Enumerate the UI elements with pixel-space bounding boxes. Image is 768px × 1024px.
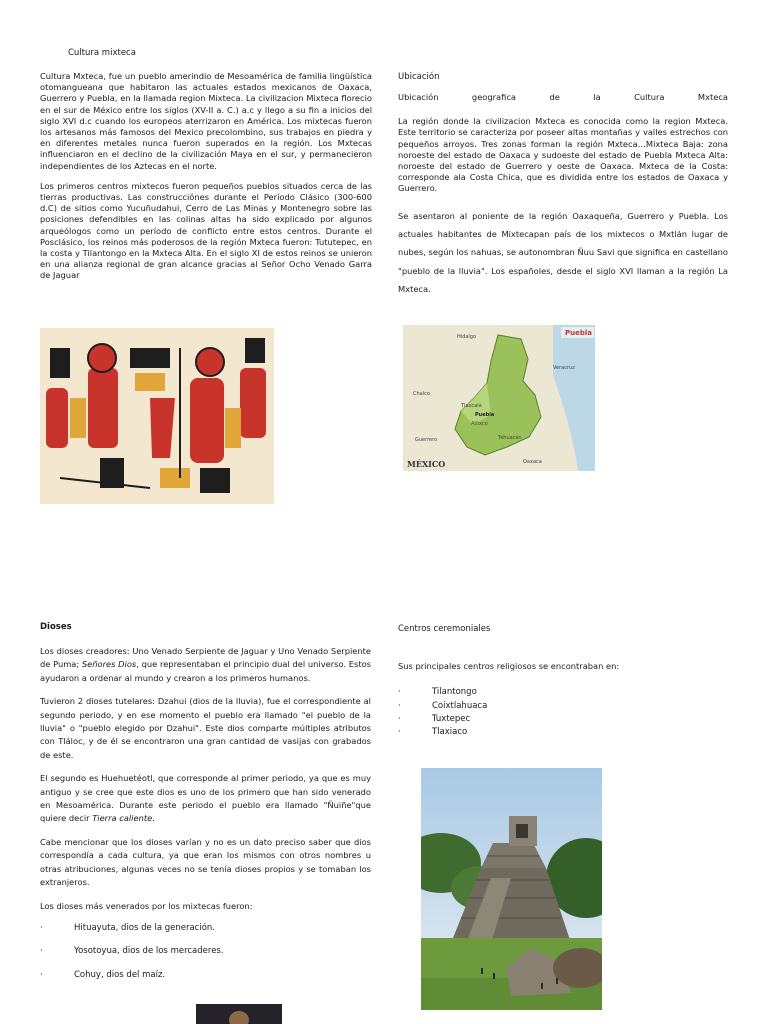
pyramid-photo [421,768,602,1010]
god-image [196,1004,282,1024]
map-place: Veracruz [553,365,575,371]
section-ubicacion [398,72,728,299]
codex-image [40,328,274,504]
map-state-label: Puebla [565,329,592,337]
map-country-label: MÉXICO [407,459,446,469]
emphasis-text: Señores Dios [79,659,137,670]
paragraph: Cabe mencionar que los dioses varían y no es un dato preciso saber que dios correspondía a cada cultura, ya que eran los mismos con otros nombres u otras atribuciones, algunas veces no se tenía dioses propios y se tomaban los extranjeros. [40,836,371,888]
bullet: · [398,700,401,711]
bullet: · [398,687,401,698]
paragraph: La región donde la civilizacion Mxteca es conocida como la region Mxteca. Este territorio se caracteriza por poseer altas montañas y valles estrechos con pequeños arroyos. Tres zonas forman la región Mxteca…Mixteca Baja: zona noroeste del estado de Oaxaca y sudoeste del estado de Puebla Mxteca Alta: noroeste del estado de Guerrero y oeste de Oaxaca. Mxteca de la Costa: corresponde ala Costa Chica, que es dividida entre los estados de Oaxaca y Guerrero. [398,116,728,194]
list-item [398,713,728,726]
paragraph-text: . [152,813,155,824]
section-title: Ubicación [398,72,440,82]
centers-list [398,686,728,739]
codex-figures [40,328,274,504]
paragraph: Sus principales centros religiosos se encontraban en: [398,661,620,671]
section-title: Centros ceremoniales [398,624,491,634]
paragraph-text: , que representaban el principio dual del universo. Estos ayudaron a ordenar al mundo y crearon a los primeros humanos. [40,659,371,683]
map-image [403,325,595,471]
section-dioses [40,622,371,982]
map-place: Tehuacán [498,435,522,441]
god-image-graphic [196,1004,282,1024]
paragraph [398,92,728,103]
bullet: · [40,922,43,933]
emphasis-text: Tierra caliente [89,813,153,824]
paragraph: Cultura Mxteca, fue un pueblo amerindio de Mesoamérica de familia lingüística otomangueana que habitaron las actuales estados mexicanos de Oaxaca, Guerrero y Puebla, en la llamada region Mixteca. La civilizacion Mixteca florecio en el sur de México entre los siglos (XV-II a. C.) a.c y llego a su fin a inicios del siglo XVI d.c cuando los europeos aterrizaron en América. Los mixtecas fueron los artesanos más famosos del Mexico precolombino, sus trabajos en piedra y en diferentes metales nunca fueron superados en la región. Los Mxtecas influenciaron en el declino de la civilización Maya en el sur, y permanecieron independientes de los Aztecas en el norte. [40,71,372,171]
map-place: Oaxaca [523,459,542,465]
list-item [398,700,728,713]
paragraph [40,772,371,826]
section-centros [398,624,728,739]
paragraph [40,645,371,685]
list-item [398,726,728,739]
list-item-text: Hituayuta, dios de la generación. [74,922,216,933]
map-place: Chalco [413,391,430,397]
list-item [40,945,371,958]
map-place: Puebla [475,412,495,418]
paragraph: Tuvieron 2 dioses tutelares: Dzahui (dios de la lluvia), fue el correspondiente al segundo periodo, y en ese momento el pueblo era llamado "el pueblo de la lluvia" o "pueblo elegido por Dzahui". Este dios comparte múltiples atributos con Tláloc, y de él se encontraron una gran cantidad de vasijas con grabados de este. [40,696,371,760]
pyramid-graphic [421,768,602,1010]
paragraph: Los dioses más venerados por los mixtecas fueron: [40,900,253,911]
list-item-text: Tuxtepec [432,713,471,724]
map-place: Guerrero [415,437,438,443]
section-title: Cultura mixteca [68,48,136,58]
map-place: Tlaxcala [461,403,482,409]
bullet: · [398,713,401,724]
section-title: Dioses [40,622,72,632]
list-item-text: Coixtlahuaca [432,700,488,711]
paragraph-text: Ubicación geografica de la Cultura Mxteca [398,92,728,102]
paragraph-text: El segundo es Huehuetéotl, que corresponde al primer periodo, ya que es muy antiguo y se cree que este dios es uno de los primero que han sido venerado en Mesoamérica. Durante este periodo el pueblo era llamado "Ñuiñe"que quiere decir [40,773,371,824]
list-item [40,922,371,935]
paragraph-text: Los dioses creadores: Uno Venado Serpiente de Jaguar y Uno Venado Serpiente de Puma; [40,646,371,670]
list-item [40,969,371,982]
list-item-text: Tlaxiaco [432,727,468,738]
list-item-text: Tilantongo [432,687,477,698]
map-place: Hidalgo [457,334,477,340]
paragraph: Los primeros centros mixtecos fueron pequeños pueblos situados cerca de las tierras productivas. Las construcciónes durante el Período Clásico (300-600 d.C) de sitios como Yucuñudahui, Cerro de Las Minas y Montenegro sobre las posiciones defendibles en las colinas altas ha sido explicado por algunos arqueólogos como un período de conflicto entre estos centros. Durante el Posclásico, los reinos más poderosos de la región Mxteca fueron: Tututepec, en la costa y Tilantongo en la Mxteca Alta. En el siglo XI de estos reinos se unieron en una alianza regional de gran alcance gracias al Señor Ocho Venado Garra de Jaguar [40,180,372,281]
gods-list [40,922,371,982]
section-cultura [40,48,372,282]
map-graphic [403,325,595,471]
list-item-text: Yosotoyua, dios de los mercaderes. [74,946,224,957]
bullet: · [40,946,43,957]
list-item [398,686,728,699]
bullet: · [398,727,401,738]
bullet: · [40,969,43,980]
map-place: Atlixco [471,421,488,427]
list-item-text: Cohuy, dios del maíz. [74,969,166,980]
paragraph: Se asentaron al poniente de la región Oaxaqueña, Guerrero y Puebla. Los actuales habitantes de Mixtecapan país de los mixtecos o Mxtlán lugar de nubes, según los nahuas, se autonombran Ñuu Savi que significa en castellano "pueblo de la lluvia". Los españoles, desde el siglo XVI llaman a la región La Mxteca. [398,210,728,295]
